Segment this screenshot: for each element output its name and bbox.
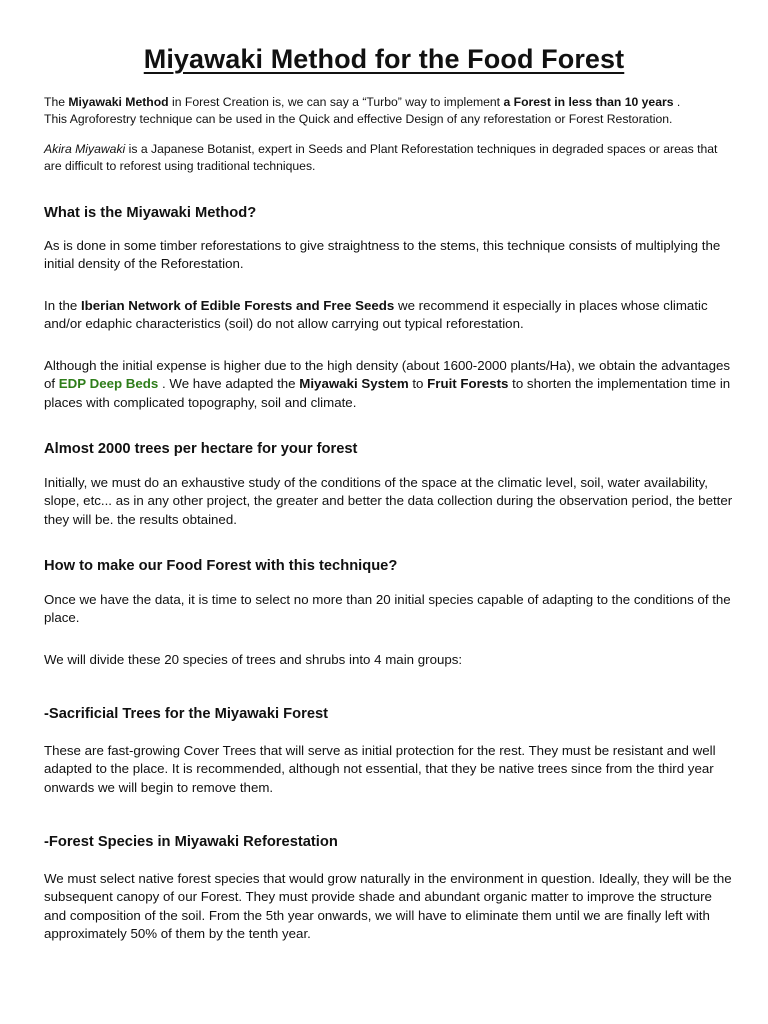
section-3-paragraph-1: Once we have the data, it is time to select no more than 20 initial species capable of adapting to the conditions of the place. xyxy=(44,592,731,626)
bold-miyawaki-system: Miyawaki System xyxy=(299,376,409,392)
intro-text: is a Japanese Botanist, expert in Seeds and Plant Reforestation techniques in degraded spaces or areas that are difficult to reforest using traditional techniques. xyxy=(44,142,718,173)
section-heading-how-to-make: How to make our Food Forest with this technique? xyxy=(44,558,398,574)
section-heading-sacrificial-trees: -Sacrificial Trees for the Miyawaki Forest xyxy=(44,706,329,722)
section-heading-2000-trees: Almost 2000 trees per hectare for your forest xyxy=(44,441,358,457)
edp-deep-beds-link[interactable]: EDP Deep Beds xyxy=(58,376,159,392)
section-heading-what-is: What is the Miyawaki Method? xyxy=(44,205,257,221)
body-text: to xyxy=(408,376,428,392)
intro-text: . xyxy=(673,95,681,109)
body-text: Although the initial expense is higher due to the high density (about 1600-2000 plants/Ha), we obtain the advantages of xyxy=(44,358,731,392)
body-text: In the xyxy=(44,298,81,313)
body-text: to shorten the implementation time in places with complicated topography, soil and climate. xyxy=(44,376,731,410)
body-text: we recommend it especially in places whose climatic and/or edaphic characteristics (soil) do not allow carrying out typical reforestation. xyxy=(44,298,708,332)
intro-text: The xyxy=(44,95,69,109)
section-3-paragraph-2: We will divide these 20 species of trees and shrubs into 4 main groups: xyxy=(44,652,463,667)
intro-bold-forest-10-years: a Forest in less than 10 years xyxy=(503,95,674,109)
intro-text: in Forest Creation is, we can say a “Turbo” way to implement xyxy=(168,95,504,109)
section-1-paragraph-2 xyxy=(44,297,734,334)
section-1-paragraph-3 xyxy=(44,357,734,412)
section-5-paragraph-1: We must select native forest species that would grow naturally in the environment in question. Ideally, they will be the subsequent canopy of our Forest. They must provide shade and abundant organic matter to improve the structure and composition of the soil. From the 5th year onwards, we will have to eliminate them until we are finally left with approximately 50% of them by the tenth year. xyxy=(44,871,732,941)
body-text: . We have adapted the xyxy=(158,376,300,392)
intro-paragraph-1 xyxy=(44,94,734,128)
page-title: Miyawaki Method for the Food Forest xyxy=(143,44,625,74)
intro-text: This Agroforestry technique can be used in the Quick and effective Design of any reforestation or Forest Restoration. xyxy=(44,112,673,126)
bold-fruit-forests: Fruit Forests xyxy=(427,376,509,392)
intro-bold-miyawaki-method: Miyawaki Method xyxy=(68,95,169,109)
section-4-paragraph-1: These are fast-growing Cover Trees that will serve as initial protection for the rest. They must be resistant and well adapted to the place. It is recommended, although not essential, that they be native trees since from the third year onwards we will begin to remove them. xyxy=(44,743,716,795)
intro-italic-akira-miyawaki: Akira Miyawaki xyxy=(44,142,126,156)
intro-paragraph-2 xyxy=(44,141,734,175)
section-1-paragraph-1: As is done in some timber reforestations to give straightness to the stems, this technique consists of multiplying the initial density of the Reforestation. xyxy=(44,238,721,272)
bold-iberian-network: Iberian Network of Edible Forests and Free Seeds xyxy=(80,298,395,313)
section-heading-forest-species: -Forest Species in Miyawaki Reforestation xyxy=(44,834,338,850)
section-2-paragraph-1: Initially, we must do an exhaustive study of the conditions of the space at the climatic level, soil, water availability, slope, etc... as in any other project, the greater and better the data collection during the observation period, the better they will be. the results obtained. xyxy=(44,475,733,527)
